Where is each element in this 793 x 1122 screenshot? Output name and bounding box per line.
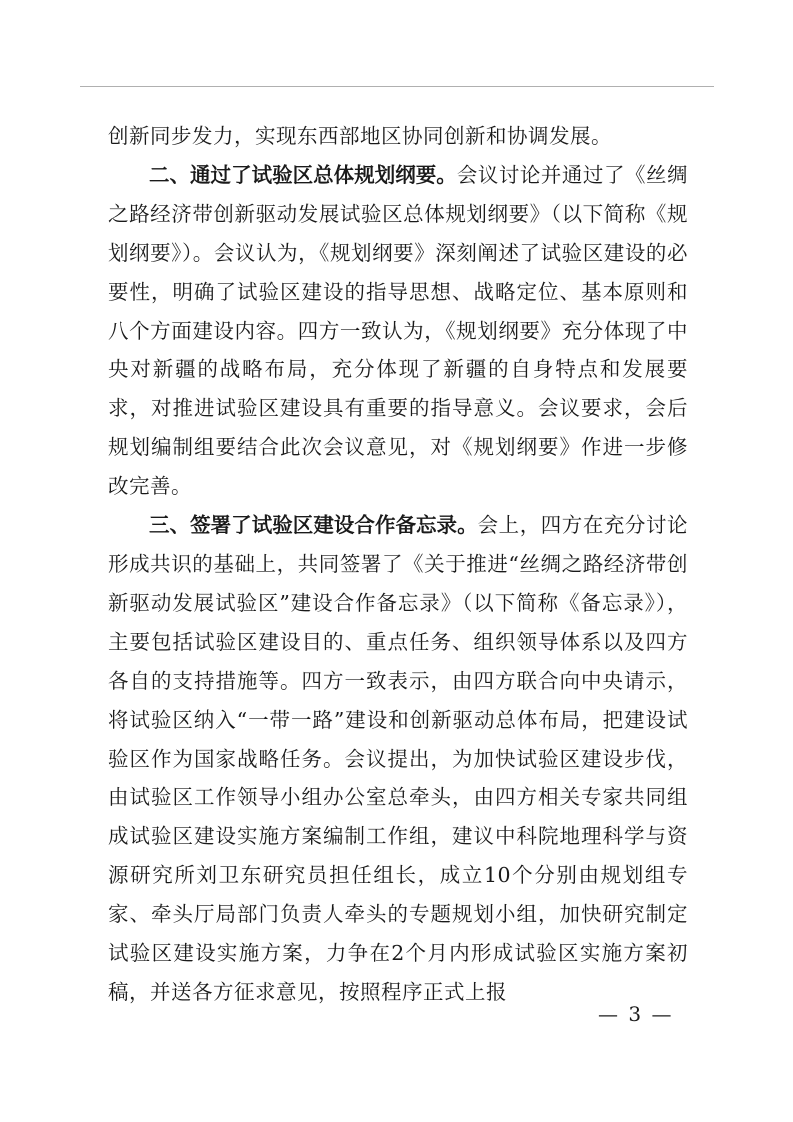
paragraph-text: 会上，四方在充分讨论形成共识的基础上，共同签署了《关于推进“丝绸之路经济带创新驱动发展试验区”建设合作备忘录》（以下简称《备忘录》），主要包括试验区建设目的、重点任务、组织领导体系以及四方各自的支持措施等。四方一致表示，由四方联合向中央请示，将试验区纳入“一带一路”建设和创新驱动总体布局，把建设试验区作为国家战略任务。会议提出，为加快试验区建设步伐，由试验区工作领导小组办公室总牵头，由四方相关专家共同组成试验区建设实施方案编制工作组，建议中科院地理科学与资源研究所刘卫东研究员担任组长，成立10个分别由规划组专家、牵头厅局部门负责人牵头的专题规划小组，加快研究制定试验区建设实施方案，力争在2个月内形成试验区实施方案初稿，并送各方征求意见，按照程序正式上报: [108, 513, 689, 1004]
page-number: — 3 —: [598, 1002, 674, 1026]
header-rule: [80, 86, 714, 87]
paragraph-section-2: [108, 156, 688, 506]
paragraph-text: 会议讨论并通过了《丝绸之路经济带创新驱动发展试验区总体规划纲要》（以下简称《规划纲要》）。会议认为，《规划纲要》深刻阐述了试验区建设的必要性，明确了试验区建设的指导思想、战略定位、基本原则和八个方面建设内容。四方一致认为，《规划纲要》充分体现了中央对新疆的战略布局，充分体现了新疆的自身特点和发展要求，对推进试验区建设具有重要的指导意义。会议要求，会后规划编制组要结合此次会议意见，对《规划纲要》作进一步修改完善。: [108, 162, 689, 499]
paragraph-section-3: [108, 506, 688, 1012]
document-body: [108, 117, 688, 1012]
paragraph-continued: [108, 117, 688, 156]
paragraph-text: 创新同步发力，实现东西部地区协同创新和协调发展。: [108, 124, 612, 148]
section-heading-2: 二、通过了试验区总体规划纲要。: [149, 162, 457, 187]
section-heading-3: 三、签署了试验区建设合作备忘录。: [149, 513, 478, 538]
